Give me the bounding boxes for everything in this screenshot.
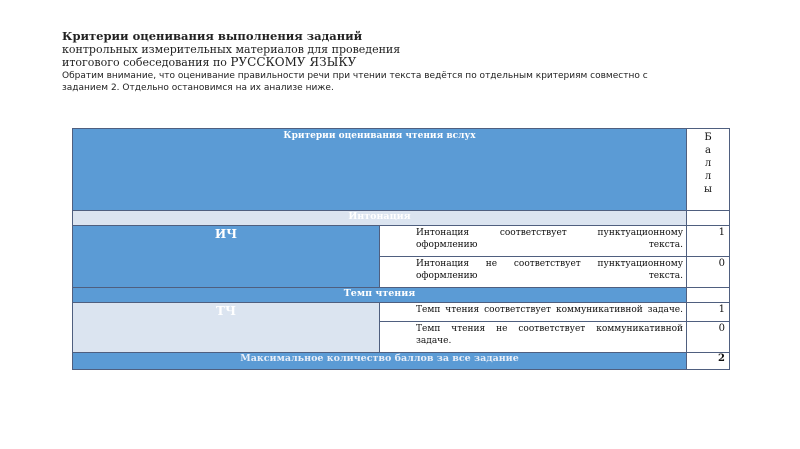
points-letter: л (704, 171, 712, 182)
subtitle-subject: РУССКОМУ ЯЗЫКУ (230, 55, 357, 69)
criterion-description: Темп чтения соответствует коммуникативной задаче. (380, 303, 687, 322)
criterion-description: Интонация не соответствует пунктуационному оформлению текста. (380, 257, 687, 288)
section-title-tempo: Темп чтения (73, 288, 687, 303)
subtitle-prefix: итогового собеседования по (62, 56, 231, 69)
document-title: Критерии оценивания выполнения заданий (62, 29, 363, 43)
points-column-header (687, 129, 730, 211)
intro-note-line: Обратим внимание, что оценивание правильности речи при чтении текста ведётся по отдельным критериям совместно с (62, 71, 648, 81)
max-score-value: 2 (687, 353, 730, 370)
max-score-label: Максимальное количество баллов за все задание (73, 353, 687, 370)
points-letter: Б (704, 132, 712, 143)
document-header (62, 30, 762, 94)
document-subtitle-line: контрольных измерительных материалов для проведения (62, 43, 401, 56)
document-subtitle-line (62, 56, 762, 69)
criterion-code: ТЧ (73, 303, 380, 353)
criterion-score: 1 (687, 226, 730, 257)
table-header-row (73, 129, 730, 211)
criterion-description: Темп чтения не соответствует коммуникативной задаче. (380, 322, 687, 353)
points-letter: л (704, 158, 712, 169)
criterion-description: Интонация соответствует пунктуационному оформлению текста. (380, 226, 687, 257)
intro-note-line: заданием 2. Отдельно остановимся на их анализе ниже. (62, 83, 334, 93)
intro-note (62, 70, 762, 94)
criterion-score: 0 (687, 257, 730, 288)
criterion-code: ИЧ (73, 226, 380, 288)
table-row (73, 303, 730, 322)
section-row (73, 288, 730, 303)
max-score-row (73, 353, 730, 370)
points-letter: а (705, 145, 711, 156)
table-row (73, 226, 730, 257)
section-row (73, 211, 730, 226)
criterion-score: 1 (687, 303, 730, 322)
empty-cell (687, 288, 730, 303)
table-header-title: Критерии оценивания чтения вслух (73, 129, 687, 211)
points-letter: ы (704, 184, 712, 195)
empty-cell (687, 211, 730, 226)
section-title-intonation: Интонация (73, 211, 687, 226)
criteria-table (72, 128, 730, 370)
criterion-score: 0 (687, 322, 730, 353)
